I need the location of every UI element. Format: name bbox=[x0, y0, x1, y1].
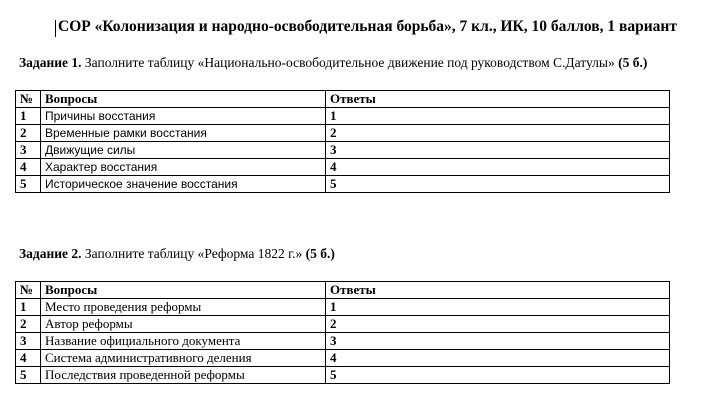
row-number: 4 bbox=[16, 350, 41, 367]
row-number: 1 bbox=[16, 299, 41, 316]
task-1-table bbox=[15, 90, 670, 193]
table-row bbox=[16, 299, 670, 316]
row-question: Название официального документа bbox=[41, 333, 326, 350]
table-row bbox=[16, 350, 670, 367]
row-question: Причины восстания bbox=[41, 108, 326, 125]
row-number: 5 bbox=[16, 176, 41, 193]
table-row bbox=[16, 367, 670, 384]
row-answer-cell[interactable]: 2 bbox=[326, 125, 670, 142]
row-answer-cell[interactable]: 1 bbox=[326, 108, 670, 125]
row-number: 5 bbox=[16, 367, 41, 384]
row-number: 4 bbox=[16, 159, 41, 176]
table-row bbox=[16, 176, 670, 193]
column-header-answers: Ответы bbox=[326, 91, 670, 108]
table-row bbox=[16, 333, 670, 350]
row-number: 2 bbox=[16, 125, 41, 142]
row-number: 3 bbox=[16, 142, 41, 159]
table-row bbox=[16, 125, 670, 142]
row-answer-cell[interactable]: 1 bbox=[326, 299, 670, 316]
row-question: Система административного деления bbox=[41, 350, 326, 367]
row-answer-cell[interactable]: 4 bbox=[326, 159, 670, 176]
task-1-label: Задание 1. bbox=[19, 55, 82, 70]
row-answer-cell[interactable]: 3 bbox=[326, 142, 670, 159]
task-2-label: Задание 2. bbox=[19, 246, 82, 261]
table-header-row bbox=[16, 282, 670, 299]
row-question: Движущие силы bbox=[41, 142, 326, 159]
row-answer-cell[interactable]: 5 bbox=[326, 176, 670, 193]
task-1-text: Заполните таблицу «Национально-освободительное движение под руководством С.Датулы» bbox=[81, 55, 615, 70]
row-answer-cell[interactable]: 2 bbox=[326, 316, 670, 333]
row-answer-cell[interactable]: 4 bbox=[326, 350, 670, 367]
row-question: Историческое значение восстания bbox=[41, 176, 326, 193]
row-answer-cell[interactable]: 5 bbox=[326, 367, 670, 384]
row-question: Последствия проведенной реформы bbox=[41, 367, 326, 384]
task-2-heading bbox=[19, 246, 335, 262]
table-row bbox=[16, 108, 670, 125]
row-answer-cell[interactable]: 3 bbox=[326, 333, 670, 350]
column-header-number: № bbox=[16, 282, 41, 299]
table-header-row bbox=[16, 91, 670, 108]
row-question: Место проведения реформы bbox=[41, 299, 326, 316]
column-header-answers: Ответы bbox=[326, 282, 670, 299]
document-title: СОР «Колонизация и народно-освободительная борьба», 7 кл., ИК, 10 баллов, 1 вариант bbox=[58, 18, 677, 35]
table-row bbox=[16, 316, 670, 333]
text-cursor bbox=[55, 20, 56, 37]
row-question: Характер восстания bbox=[41, 159, 326, 176]
task-1-points: (5 б.) bbox=[614, 55, 648, 70]
row-question: Автор реформы bbox=[41, 316, 326, 333]
task-2-text: Заполните таблицу «Реформа 1822 г.» bbox=[81, 246, 303, 261]
row-number: 2 bbox=[16, 316, 41, 333]
table-row bbox=[16, 159, 670, 176]
column-header-questions: Вопросы bbox=[41, 91, 326, 108]
column-header-number: № bbox=[16, 91, 41, 108]
row-number: 1 bbox=[16, 108, 41, 125]
task-1-heading bbox=[19, 55, 647, 71]
task-2-table bbox=[15, 281, 670, 384]
row-question: Временные рамки восстания bbox=[41, 125, 326, 142]
table-row bbox=[16, 142, 670, 159]
row-number: 3 bbox=[16, 333, 41, 350]
task-2-points: (5 б.) bbox=[302, 246, 335, 261]
column-header-questions: Вопросы bbox=[41, 282, 326, 299]
